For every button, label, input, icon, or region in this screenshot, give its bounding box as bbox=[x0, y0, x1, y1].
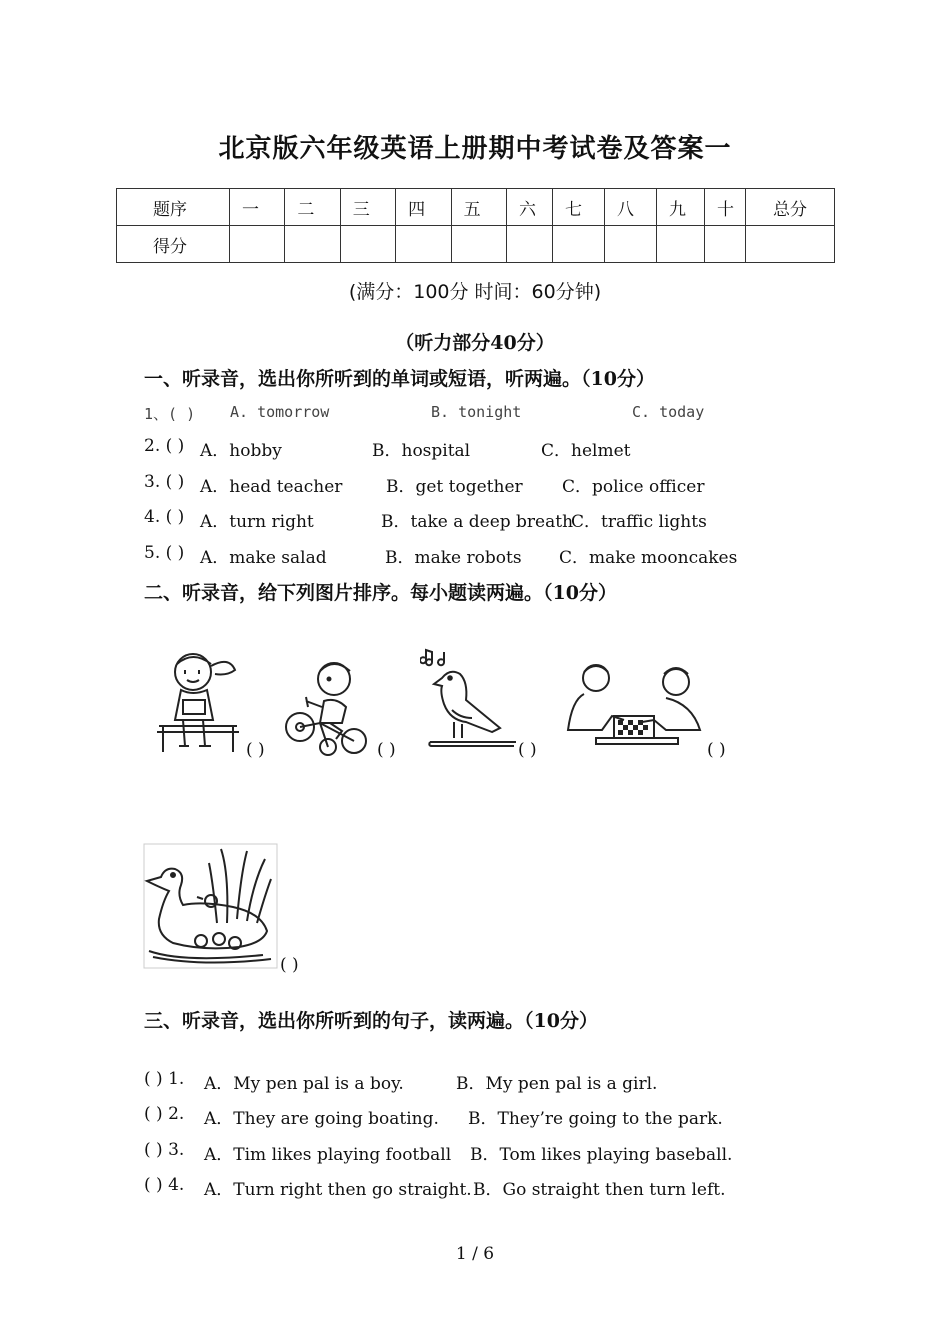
score-row-label: 得分 bbox=[117, 226, 230, 263]
q5-option-b: B．make robots bbox=[385, 548, 522, 568]
picture4-answer-blank[interactable]: ( ) bbox=[707, 740, 726, 760]
score-input-cell[interactable] bbox=[451, 226, 506, 263]
s3-q3-option-a: A．Tim likes playing football bbox=[204, 1145, 452, 1165]
score-cell: 六 bbox=[507, 189, 553, 226]
q4-number: 4. ( ) bbox=[144, 507, 185, 527]
q2-number: 2. ( ) bbox=[144, 436, 185, 456]
q3-option-a: A．head teacher bbox=[200, 477, 343, 497]
score-input-cell[interactable] bbox=[230, 226, 285, 263]
s3-q1-option-b: B．My pen pal is a girl. bbox=[456, 1074, 658, 1094]
section3-heading: 三、听录音，选出你所听到的句子，读两遍。（10分） bbox=[144, 1010, 598, 1032]
exam-info: (满分：100分 时间：60分钟) bbox=[348, 281, 602, 303]
score-input-cell[interactable] bbox=[507, 226, 553, 263]
page-title: 北京版六年级英语上册期中考试卷及答案一 bbox=[218, 134, 732, 164]
s3-q2-option-a: A．They are going boating. bbox=[204, 1109, 439, 1129]
q2-option-a: A．hobby bbox=[200, 441, 282, 461]
q1-option-c: C. today bbox=[632, 403, 705, 421]
score-input-cell[interactable] bbox=[285, 226, 340, 263]
score-cell: 九 bbox=[657, 189, 705, 226]
score-cell: 十 bbox=[705, 189, 746, 226]
q1-number: 1、( ) bbox=[144, 405, 196, 423]
q4-option-b: B．take a deep breath bbox=[381, 512, 574, 532]
q5-number: 5. ( ) bbox=[144, 543, 185, 563]
score-cell: 八 bbox=[605, 189, 657, 226]
score-cell: 五 bbox=[451, 189, 506, 226]
q4-option-c: C．traffic lights bbox=[571, 512, 707, 532]
score-table-header-row bbox=[117, 189, 835, 226]
girl-reading-icon bbox=[155, 646, 241, 758]
listening-part-heading: （听力部分40分） bbox=[395, 332, 555, 354]
q5-option-c: C．make mooncakes bbox=[559, 548, 738, 568]
picture2-answer-blank[interactable]: ( ) bbox=[377, 740, 396, 760]
section2-heading: 二、听录音，给下列图片排序。每小题读两遍。（10分） bbox=[144, 582, 617, 604]
q3-option-b: B．get together bbox=[386, 477, 523, 497]
score-cell: 一 bbox=[230, 189, 285, 226]
s3-q1-option-a: A．My pen pal is a boy. bbox=[204, 1074, 404, 1094]
s3-q4-option-a: A．Turn right then go straight. bbox=[204, 1180, 472, 1200]
score-cell: 四 bbox=[396, 189, 451, 226]
score-table bbox=[116, 188, 835, 263]
score-input-cell[interactable] bbox=[396, 226, 451, 263]
duck-family-icon bbox=[143, 843, 278, 969]
score-cell: 总分 bbox=[746, 189, 835, 226]
s3-q4-option-b: B．Go straight then turn left. bbox=[473, 1180, 726, 1200]
score-input-cell[interactable] bbox=[657, 226, 705, 263]
q5-option-a: A．make salad bbox=[200, 548, 327, 568]
singing-bird-icon bbox=[420, 648, 518, 756]
page-number: 1 / 6 bbox=[455, 1244, 495, 1264]
q3-option-c: C．police officer bbox=[562, 477, 705, 497]
score-cell: 七 bbox=[553, 189, 605, 226]
s3-q1-number: ( ) 1. bbox=[144, 1069, 185, 1089]
score-input-cell[interactable] bbox=[553, 226, 605, 263]
s3-q4-number: ( ) 4. bbox=[144, 1175, 185, 1195]
picture3-answer-blank[interactable]: ( ) bbox=[518, 740, 537, 760]
s3-q3-option-b: B．Tom likes playing baseball. bbox=[470, 1145, 733, 1165]
score-input-cell[interactable] bbox=[705, 226, 746, 263]
score-input-cell[interactable] bbox=[746, 226, 835, 263]
score-table-score-row bbox=[117, 226, 835, 263]
q3-number: 3. ( ) bbox=[144, 472, 185, 492]
score-input-cell[interactable] bbox=[605, 226, 657, 263]
boy-tricycle-icon bbox=[284, 657, 372, 757]
score-cell: 二 bbox=[285, 189, 340, 226]
s3-q2-option-b: B．They’re going to the park. bbox=[468, 1109, 723, 1129]
score-cell: 题序 bbox=[117, 189, 230, 226]
q1-option-b: B. tonight bbox=[431, 403, 522, 421]
score-input-cell[interactable] bbox=[340, 226, 395, 263]
q1-option-a: A. tomorrow bbox=[230, 403, 330, 421]
s3-q3-number: ( ) 3. bbox=[144, 1140, 185, 1160]
score-cell: 三 bbox=[340, 189, 395, 226]
section1-heading: 一、听录音，选出你所听到的单词或短语，听两遍。（10分） bbox=[144, 368, 655, 390]
picture1-answer-blank[interactable]: ( ) bbox=[246, 740, 265, 760]
q2-option-c: C．helmet bbox=[541, 441, 631, 461]
picture5-answer-blank[interactable]: ( ) bbox=[280, 955, 299, 975]
s3-q2-number: ( ) 2. bbox=[144, 1104, 185, 1124]
boys-chess-icon bbox=[562, 660, 704, 748]
q2-option-b: B．hospital bbox=[372, 441, 471, 461]
q4-option-a: A．turn right bbox=[200, 512, 314, 532]
